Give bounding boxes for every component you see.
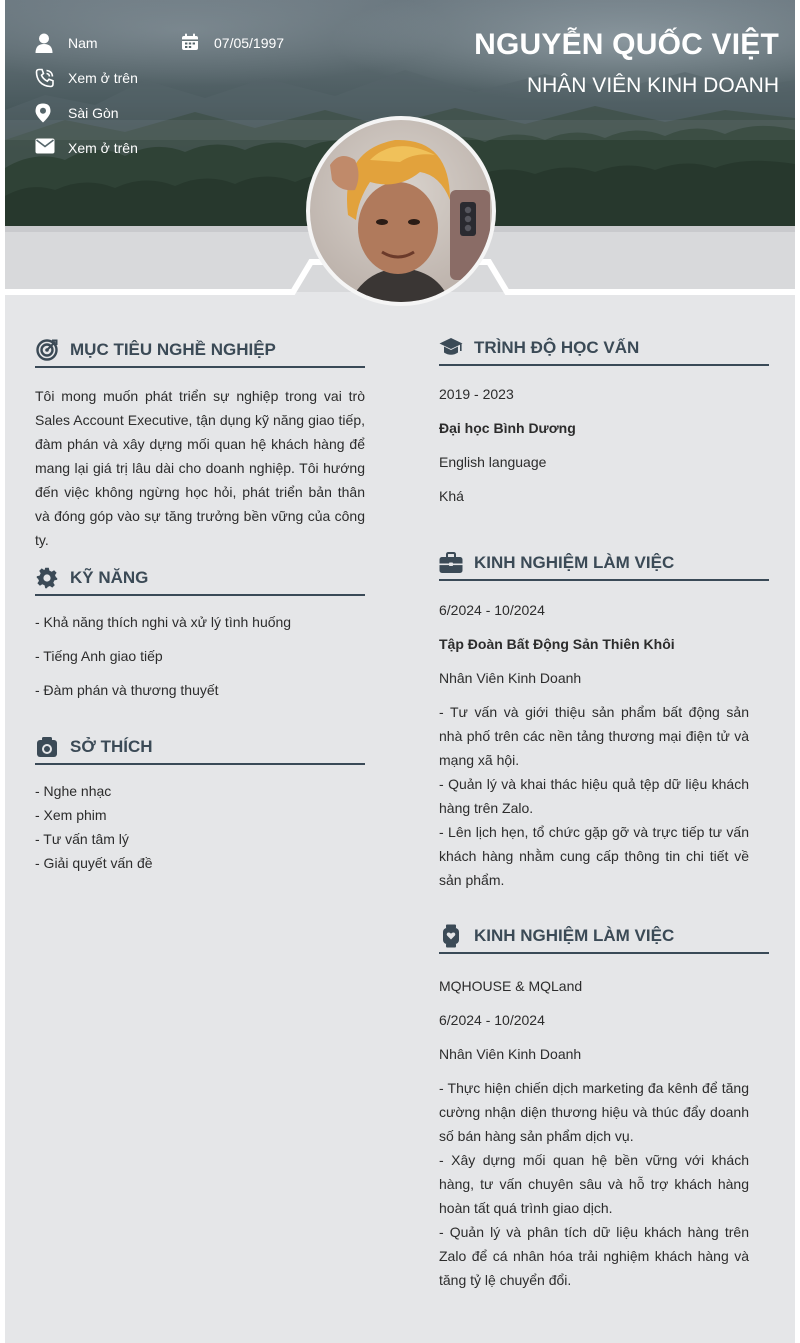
- hobby-item: - Xem phim: [35, 807, 107, 823]
- phone-value: Xem ở trên: [68, 70, 138, 86]
- skills-title: KỸ NĂNG: [70, 568, 149, 587]
- smartwatch-icon: [439, 924, 463, 948]
- education-period: 2019 - 2023: [439, 386, 514, 402]
- objective-title: MỤC TIÊU NGHỀ NGHIỆP: [70, 340, 276, 359]
- experience-duty: - Lên lịch hẹn, tổ chức gặp gỡ và trực tiếp tư vấn khách hàng nhằm cung cấp thông tin chi tiết về sản phẩm.: [439, 824, 749, 888]
- full-name: NGUYỄN QUỐC VIỆT: [474, 28, 779, 61]
- education-major: English language: [439, 454, 547, 470]
- experience2-title: KINH NGHIỆM LÀM VIỆC: [474, 926, 675, 945]
- cv-page: [5, 0, 795, 1343]
- target-icon: [35, 338, 59, 362]
- experience2-period: 6/2024 - 10/2024: [439, 1012, 545, 1028]
- education-school: Đại học Bình Dương: [439, 420, 576, 436]
- map-pin-icon: [35, 103, 55, 123]
- skills-header: [35, 562, 365, 596]
- phone-icon: [35, 68, 55, 88]
- briefcase-icon: [439, 551, 463, 575]
- phone-info: [35, 68, 138, 88]
- email-info: [35, 138, 138, 158]
- education-header: [439, 332, 769, 366]
- experience-duty: - Tư vấn và giới thiệu sản phẩm bất động sản nhà phố trên các nền tảng thương mại điện tử và mạng xã hội.: [439, 704, 749, 768]
- experience-duty: - Quản lý và khai thác hiệu quả tệp dữ liệu khách hàng trên Zalo.: [439, 776, 749, 816]
- skill-item: - Khả năng thích nghi và xử lý tình huống: [35, 614, 292, 630]
- experience2-position: Nhân Viên Kinh Doanh: [439, 1046, 582, 1062]
- user-icon: [35, 33, 55, 53]
- experience2-duty: - Xây dựng mối quan hệ bền vững với khách hàng, tư vấn chuyên sâu và hỗ trợ khách hàng hoàn tất quá trình giao dịch.: [439, 1152, 749, 1216]
- experience2-header: [439, 920, 769, 954]
- job-title: NHÂN VIÊN KINH DOANH: [526, 74, 779, 97]
- location-info: [35, 103, 119, 123]
- gear-icon: [35, 566, 59, 590]
- experience2-company: MQHOUSE & MQLand: [439, 978, 583, 994]
- experience-title: KINH NGHIỆM LÀM VIỆC: [474, 553, 675, 572]
- education-grade: Khá: [439, 488, 464, 504]
- hobby-item: - Giải quyết vấn đề: [35, 855, 153, 871]
- skill-item: - Đàm phán và thương thuyết: [35, 682, 219, 698]
- hobbies-title: SỞ THÍCH: [70, 737, 153, 756]
- experience2-duty: - Quản lý và phân tích dữ liệu khách hàng trên Zalo để cá nhân hóa trải nghiệm khách hàng và tăng tỷ lệ chuyển đổi.: [439, 1224, 749, 1288]
- objective-header: [35, 334, 365, 368]
- experience-header: [439, 547, 769, 581]
- gender-value: Nam: [68, 35, 98, 51]
- hobby-item: - Nghe nhạc: [35, 783, 112, 799]
- birthdate-info: [181, 33, 284, 53]
- experience-position: Nhân Viên Kinh Doanh: [439, 670, 582, 686]
- avatar: [306, 116, 496, 306]
- gender-info: [35, 33, 98, 53]
- hobbies-header: [35, 731, 365, 765]
- email-value: Xem ở trên: [68, 140, 138, 156]
- skill-item: - Tiếng Anh giao tiếp: [35, 648, 163, 664]
- birthdate-value: 07/05/1997: [214, 35, 285, 51]
- location-value: Sài Gòn: [68, 105, 119, 121]
- graduation-cap-icon: [439, 336, 463, 360]
- experience2-duty: - Thực hiện chiến dịch marketing đa kênh để tăng cường nhận diện thương hiệu và thúc đẩy doanh số bán hàng sản phẩm dịch vụ.: [439, 1080, 749, 1144]
- envelope-icon: [35, 138, 55, 158]
- experience-period: 6/2024 - 10/2024: [439, 602, 545, 618]
- education-title: TRÌNH ĐỘ HỌC VẤN: [474, 338, 640, 357]
- calendar-icon: [181, 33, 201, 53]
- portrait-image: [310, 120, 492, 302]
- camera-icon: [35, 735, 59, 759]
- hobby-item: - Tư vấn tâm lý: [35, 831, 129, 847]
- objective-text: Tôi mong muốn phát triển sự nghiệp trong vai trò Sales Account Executive, tận dụng kỹ năng giao tiếp, đàm phán và xây dựng mối quan hệ khách hàng để mang lại giá trị lâu dài cho doanh nghiệp. Tôi hướng đến việc không ngừng học hỏi, phát triển bản thân và đóng góp vào sự tăng trưởng bền vững của công ty.: [35, 388, 365, 548]
- experience-company: Tập Đoàn Bất Động Sản Thiên Khôi: [439, 636, 675, 652]
